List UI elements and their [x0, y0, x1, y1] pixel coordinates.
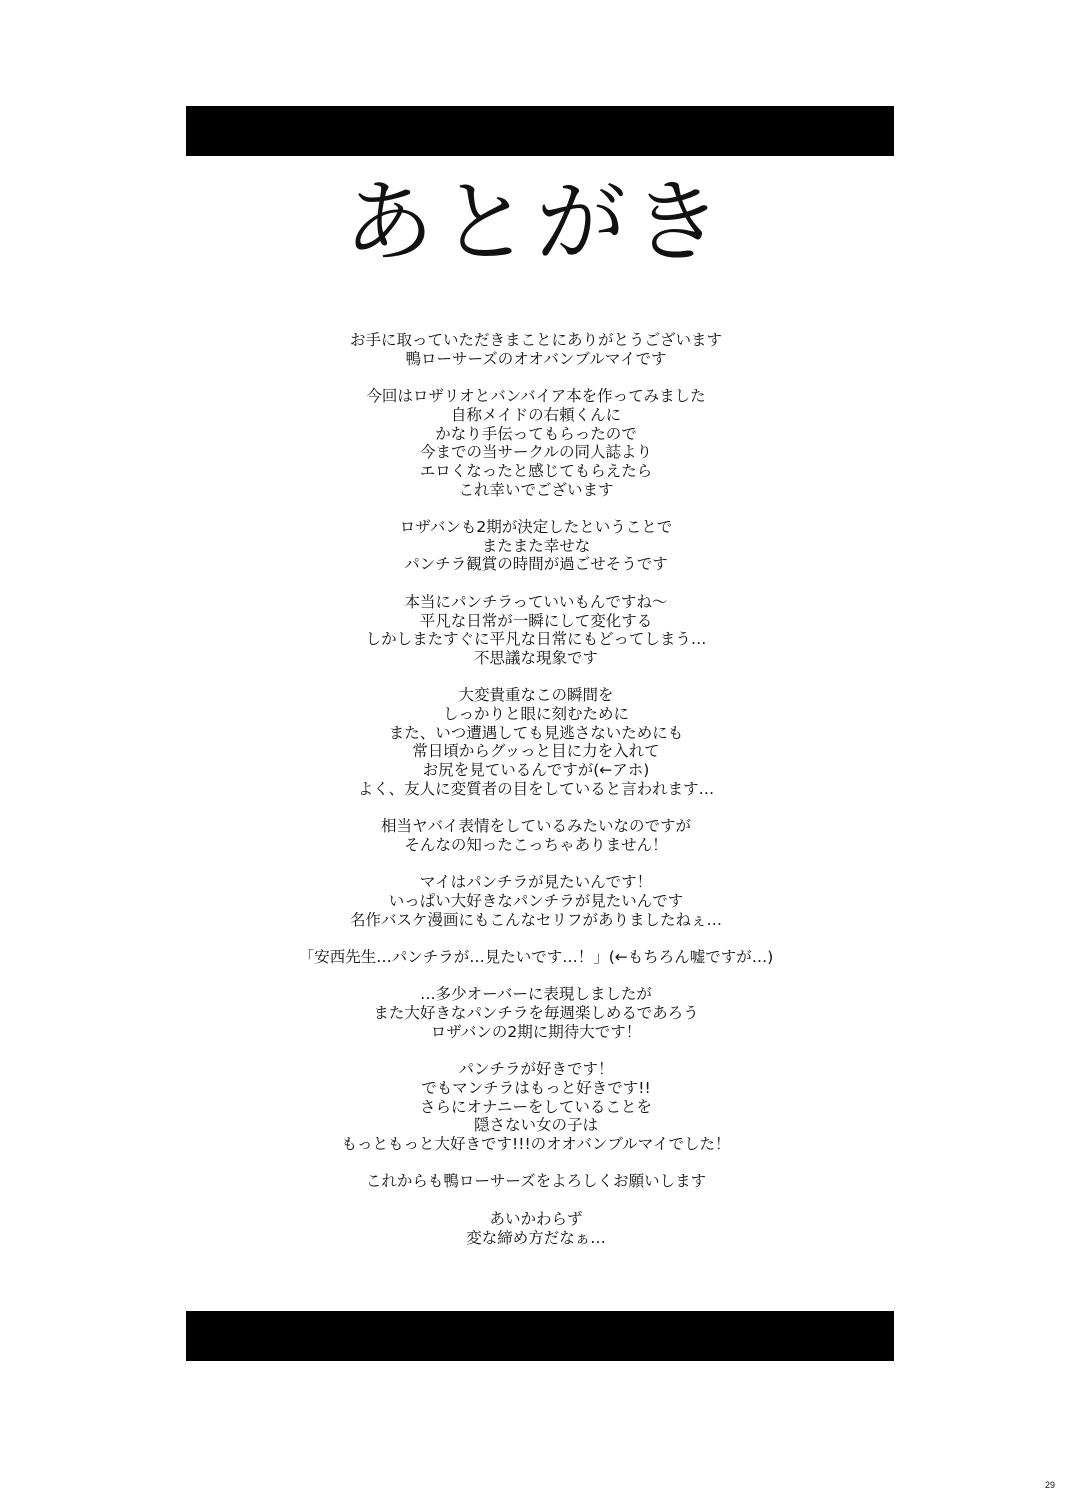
paragraph — [0, 518, 1072, 574]
text-line: しかしまたすぐに平凡な日常にもどってしまう… — [365, 630, 707, 649]
paragraph — [0, 593, 1072, 668]
text-line: よく、友人に変質者の目をしていると言われます… — [357, 779, 715, 798]
text-line: しっかりと眼に刻むために — [442, 705, 629, 723]
text-line: また、いつ遭遇しても見逃さないためにも — [388, 723, 684, 742]
text-line: 変な締め方だなぁ… — [466, 1228, 606, 1247]
text-line: またまた幸せな — [481, 536, 591, 555]
text-line: 本当にパンチラっていいもんですね〜 — [404, 592, 668, 611]
text-line: 今回はロザリオとバンバイア本を作ってみました — [366, 387, 706, 406]
text-line: 隠さない女の子は — [473, 1116, 598, 1135]
paragraph — [0, 985, 1072, 1041]
paragraph — [0, 686, 1072, 798]
text-line: さらにオナニーをしていることを — [420, 1097, 652, 1116]
text-line: 「安西先生…パンチラが…見たいです…！」(←もちろん嘘ですが…) — [298, 948, 774, 967]
text-line: 平凡な日常が一瞬にして変化する — [419, 611, 653, 630]
text-line: 今までの当サークルの同人誌より — [419, 443, 653, 462]
text-line: お尻を見ているんですが(←アホ) — [422, 761, 650, 780]
top-black-bar — [186, 106, 894, 156]
text-line: 鴨ローサーズのオオバンブルマイです — [405, 349, 667, 368]
text-line: 自称メイドの右頼くんに — [450, 405, 622, 424]
paragraph — [0, 331, 1072, 368]
text-line: ロザバンも2期が決定したということで — [399, 518, 673, 536]
text-line: そんなの知ったこっちゃありません！ — [404, 835, 668, 854]
paragraph — [0, 1060, 1072, 1154]
text-line: もっともっと大好きです!!!のオオバンブルマイでした！ — [341, 1135, 731, 1154]
paragraph — [0, 1210, 1072, 1247]
text-line: お手に取っていただきまことにありがとうございます — [349, 331, 722, 349]
text-line: また大好きなパンチラを毎週楽しめるであろう — [373, 1004, 699, 1023]
page-number: 29 — [1044, 1480, 1055, 1490]
text-line: 大変貴重なこの瞬間を — [458, 686, 614, 705]
text-line: これ幸いでございます — [458, 480, 614, 499]
text-line: マイはパンチラが見たいんです！ — [419, 873, 653, 892]
text-line: パンチラが好きです！ — [458, 1060, 614, 1079]
text-line: 名作バスケ漫画にもこんなセリフがありましたねぇ… — [349, 910, 722, 929]
text-line: 不思議な現象です — [473, 648, 598, 667]
paragraph — [0, 873, 1072, 929]
paragraph — [0, 1172, 1072, 1191]
text-line: エロくなったと感じてもらえたら — [419, 461, 653, 480]
bottom-black-bar — [186, 1311, 894, 1361]
afterword-body — [0, 331, 1072, 1266]
paragraph — [0, 387, 1072, 499]
text-line: いっぱい大好きなパンチラが見たいんです — [388, 892, 684, 910]
text-line: あいかわらず — [489, 1209, 583, 1228]
text-line: かなり手伝ってもらったので — [435, 424, 637, 443]
text-line: 常日頃からグッっと目に力を入れて — [412, 742, 660, 761]
text-line: パンチラ観賞の時間が過ごせそうです — [404, 555, 668, 574]
text-line: 相当ヤバイ表情をしているみたいなのですが — [380, 817, 691, 836]
paragraph — [0, 948, 1072, 967]
text-line: でもマンチラはもっと好きです!! — [421, 1078, 651, 1097]
text-line: …多少オーバーに表現しましたが — [420, 985, 652, 1004]
page-title: あとがき — [344, 170, 728, 275]
text-line: ロザバンの2期に期待大です！ — [430, 1022, 642, 1041]
text-line: これからも鴨ローサーズをよろしくお願いします — [365, 1172, 707, 1191]
paragraph — [0, 817, 1072, 854]
